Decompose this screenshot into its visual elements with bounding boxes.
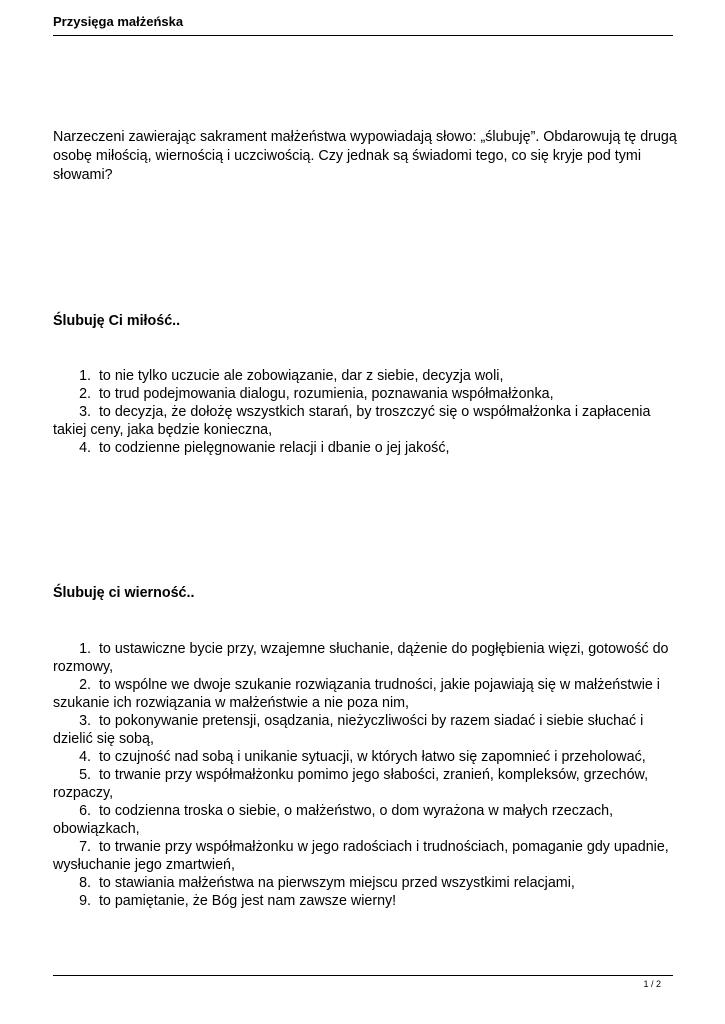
list-item-text: to codzienna troska o siebie, o małżeństwo, o dom wyrażona w małych rzeczach, obowiązkach, [53, 803, 614, 837]
list-item-number: 1. [79, 368, 91, 384]
list-item-text: to ustawiczne bycie przy, wzajemne słuchanie, dążenie do pogłębienia więzi, gotowość do rozmowy, [53, 641, 669, 675]
list-item-number: 9. [79, 893, 91, 909]
list-item-number: 4. [79, 749, 91, 765]
list-item-number: 3. [79, 713, 91, 729]
list-item-number: 1. [79, 641, 91, 657]
list-item [53, 802, 678, 838]
list-item [53, 874, 678, 892]
list-item-text: to trwanie przy współmałżonku pomimo jego słabości, zranień, kompleksów, grzechów, rozpaczy, [53, 767, 649, 801]
list-item [53, 640, 678, 676]
list-item [53, 892, 678, 910]
section-heading-love: Ślubuję Ci miłość.. [53, 313, 181, 329]
list-item [53, 385, 678, 403]
list-item-number: 7. [79, 839, 91, 855]
list-item-number: 4. [79, 440, 91, 456]
list-item [53, 766, 678, 802]
list-item [53, 748, 678, 766]
list-item [53, 712, 678, 748]
love-vows-list [53, 367, 678, 457]
list-item-text: to trwanie przy współmałżonku w jego radościach i trudnościach, pomaganie gdy upadnie, wysłuchanie jego zmartwień, [53, 839, 669, 873]
list-item [53, 676, 678, 712]
list-item-text: to wspólne we dwoje szukanie rozwiązania trudności, jakie pojawiają się w małżeństwie i szukanie ich rozwiązania w małżeństwie a nie poza nim, [53, 677, 660, 711]
list-item-text: to codzienne pielęgnowanie relacji i dbanie o jej jakość, [98, 440, 450, 456]
section-heading-faithfulness: Ślubuję ci wierność.. [53, 585, 195, 601]
faithfulness-vows-list [53, 640, 678, 910]
list-item-text: to stawiania małżeństwa na pierwszym miejscu przed wszystkimi relacjami, [98, 875, 575, 891]
intro-paragraph: Narzeczeni zawierając sakrament małżeństwa wypowiadają słowo: „ślubuję”. Obdarowują tę drugą osobę miłością, wiernością i uczciwością. Czy jednak są świadomi tego, co się kryje pod tymi słowami? [53, 129, 677, 183]
list-item [53, 367, 678, 385]
list-item-number: 2. [79, 386, 91, 402]
list-item-text: to pamiętanie, że Bóg jest nam zawsze wierny! [98, 893, 397, 909]
list-item-number: 5. [79, 767, 91, 783]
list-item [53, 838, 678, 874]
list-item-text: to czujność nad sobą i unikanie sytuacji, w których łatwo się zapomnieć i przeholować, [98, 749, 646, 765]
list-item-number: 2. [79, 677, 91, 693]
page-title: Przysięga małżeńska [53, 14, 184, 29]
page-number: 1 / 2 [643, 979, 661, 989]
list-item-text: to decyzja, że dołożę wszystkich starań, by troszczyć się o współmałżonka i zapłacenia takiej ceny, jaka będzie konieczna, [53, 404, 651, 438]
list-item-number: 6. [79, 803, 91, 819]
footer-divider [53, 975, 673, 976]
header-divider [53, 35, 673, 36]
list-item-number: 8. [79, 875, 91, 891]
list-item [53, 439, 678, 457]
list-item-text: to trud podejmowania dialogu, rozumienia, poznawania współmałżonka, [98, 386, 554, 402]
list-item-number: 3. [79, 404, 91, 420]
list-item-text: to pokonywanie pretensji, osądzania, nieżyczliwości by razem siadać i siebie słuchać i dzielić się sobą, [53, 713, 644, 747]
list-item [53, 403, 678, 439]
list-item-text: to nie tylko uczucie ale zobowiązanie, dar z siebie, decyzja woli, [98, 368, 504, 384]
